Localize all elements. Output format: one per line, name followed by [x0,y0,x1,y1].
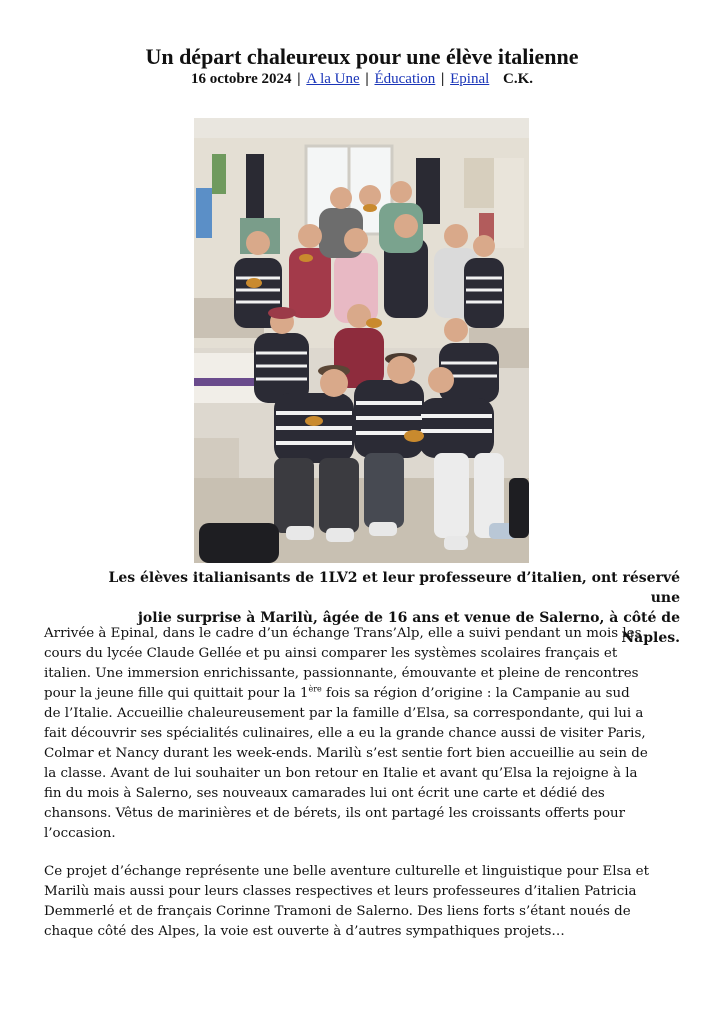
article-meta [0,71,724,88]
article-photo [194,118,529,563]
article-date: 16 octobre 2024 [190,71,292,87]
text-line: cours du lycée Claude Gellée et pu ainsi comparer les systèmes scolaires français et [44,646,618,661]
text-line: Arrivée à Epinal, dans le cadre d’un échange Trans’Alp, elle a suivi pendant un mois les [44,626,642,641]
text-line: la classe. Avant de lui souhaiter un bon retour en Italie et avant qu’Elsa la rejoigne à la [44,766,638,781]
category-link-education[interactable]: Éducation [374,71,436,87]
meta-separator: | [441,71,445,87]
text-line: italien. Une immersion enrichissante, passionnante, émouvante et pleine de rencontres [44,666,639,681]
text-line: l’occasion. [44,826,116,841]
text-line: Demmerlé et de français Corinne Tramoni de Salerno. Des liens forts s’étant noués de [44,904,631,919]
text-line: Ce projet d’échange représente une belle aventure culturelle et linguistique pour Elsa et [44,864,649,879]
article-paragraph-1 [44,624,684,844]
ordinal-superscript: ère [308,684,322,694]
article-title: Un départ chaleureux pour une élève italienne [145,44,579,69]
text-line: fait découvrir ses spécialités culinaires, elle a eu la grande chance aussi de visiter Paris, [44,726,646,741]
article-author: C.K. [503,71,534,87]
text-line: Marilù mais aussi pour leurs classes respectives et leurs professeures d’italien Patricia [44,884,637,899]
caption-line: Les élèves italianisants de 1LV2 et leur professeure d’italien, ont réservé une [108,570,680,606]
category-link-epinal[interactable]: Epinal [450,71,490,87]
text-line: chaque côté des Alpes, la voie est ouverte à d’autres sympathiques projets… [44,924,565,939]
text-line: Colmar et Nancy durant les week-ends. Marilù s’est sentie fort bien accueillie au sein de [44,746,648,761]
article-paragraph-2 [44,862,684,942]
meta-separator: | [297,71,301,87]
category-link-a-la-une[interactable]: A la Une [306,71,360,87]
text-line: de l’Italie. Accueillie chaleureusement par la famille d’Elsa, sa correspondante, qui lui a [44,706,644,721]
class-group-photo [194,118,529,563]
caption-line: jolie surprise à Marilù, âgée de 16 ans et venue de Salerno, à côté de Naples. [137,610,680,646]
text-line: fois sa région d’origine : la Campanie au sud [321,686,630,701]
meta-separator: | [365,71,369,87]
text-line: pour la jeune fille qui quittait pour la 1 [44,686,309,701]
text-line: chansons. Vêtus de marinières et de bérets, ils ont partagé les croissants offerts pour [44,806,626,821]
text-line: fin du mois à Salerno, ses nouveaux camarades lui ont écrit une carte et dédié des [44,786,605,801]
